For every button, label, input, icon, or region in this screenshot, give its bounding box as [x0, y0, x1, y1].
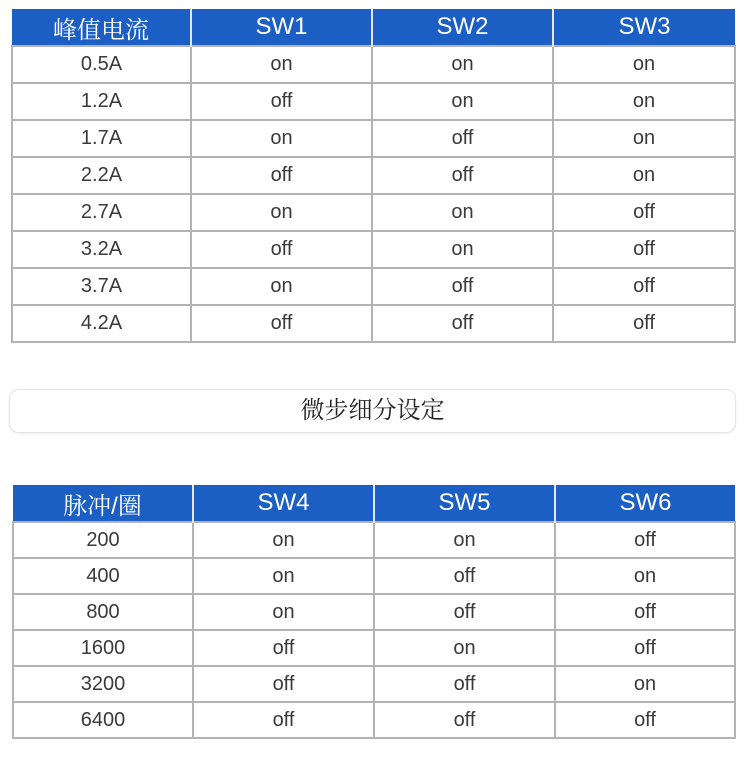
- switch-state-cell: off: [555, 522, 735, 558]
- switch-state-cell: on: [555, 666, 735, 702]
- switch-state-cell: off: [191, 231, 372, 268]
- column-header: 峰值电流: [12, 9, 191, 46]
- switch-state-cell: on: [193, 594, 374, 630]
- switch-state-cell: off: [191, 157, 372, 194]
- switch-state-cell: off: [553, 305, 735, 342]
- switch-state-cell: off: [193, 630, 374, 666]
- switch-state-cell: on: [553, 46, 735, 83]
- switch-state-cell: on: [191, 194, 372, 231]
- column-header: SW1: [191, 9, 372, 46]
- switch-state-cell: off: [555, 702, 735, 738]
- table-row: [13, 702, 735, 738]
- row-label-cell: 1600: [13, 630, 193, 666]
- table-row: [12, 268, 735, 305]
- table-row: [12, 83, 735, 120]
- column-header: SW5: [374, 485, 555, 522]
- switch-state-cell: off: [372, 120, 553, 157]
- switch-state-cell: off: [374, 702, 555, 738]
- switch-state-cell: on: [374, 522, 555, 558]
- switch-state-cell: off: [555, 630, 735, 666]
- row-label-cell: 3200: [13, 666, 193, 702]
- table-row: [13, 666, 735, 702]
- switch-state-cell: off: [372, 305, 553, 342]
- table-row: [13, 630, 735, 666]
- switch-state-cell: off: [193, 702, 374, 738]
- peak-current-table: [11, 9, 736, 343]
- switch-state-cell: off: [374, 666, 555, 702]
- switch-state-cell: on: [372, 46, 553, 83]
- switch-state-cell: on: [372, 83, 553, 120]
- row-label-cell: 3.2A: [12, 231, 191, 268]
- switch-state-cell: off: [555, 594, 735, 630]
- switch-state-cell: off: [553, 268, 735, 305]
- column-header: SW4: [193, 485, 374, 522]
- switch-state-cell: off: [191, 83, 372, 120]
- table-row: [12, 157, 735, 194]
- switch-state-cell: off: [193, 666, 374, 702]
- switch-state-cell: on: [553, 83, 735, 120]
- row-label-cell: 1.7A: [12, 120, 191, 157]
- switch-state-cell: on: [191, 46, 372, 83]
- switch-state-cell: off: [374, 594, 555, 630]
- switch-state-cell: on: [553, 157, 735, 194]
- switch-state-cell: on: [374, 630, 555, 666]
- table-row: [12, 120, 735, 157]
- switch-state-cell: on: [193, 558, 374, 594]
- section-title-microstep: 微步细分设定: [9, 389, 736, 433]
- switch-state-cell: off: [553, 194, 735, 231]
- header-row: [12, 9, 735, 46]
- row-label-cell: 400: [13, 558, 193, 594]
- row-label-cell: 2.2A: [12, 157, 191, 194]
- switch-state-cell: off: [191, 305, 372, 342]
- table-row: [13, 522, 735, 558]
- switch-state-cell: off: [372, 268, 553, 305]
- row-label-cell: 3.7A: [12, 268, 191, 305]
- microstep-table: [12, 485, 736, 739]
- switch-state-cell: on: [555, 558, 735, 594]
- switch-state-cell: on: [372, 231, 553, 268]
- table-row: [12, 46, 735, 83]
- row-label-cell: 0.5A: [12, 46, 191, 83]
- column-header: SW3: [553, 9, 735, 46]
- row-label-cell: 1.2A: [12, 83, 191, 120]
- column-header: SW6: [555, 485, 735, 522]
- table-row: [13, 594, 735, 630]
- table-row: [12, 305, 735, 342]
- row-label-cell: 4.2A: [12, 305, 191, 342]
- table-row: [13, 558, 735, 594]
- switch-state-cell: on: [191, 120, 372, 157]
- switch-state-cell: on: [553, 120, 735, 157]
- table-row: [12, 231, 735, 268]
- row-label-cell: 6400: [13, 702, 193, 738]
- column-header: SW2: [372, 9, 553, 46]
- switch-state-cell: off: [374, 558, 555, 594]
- table-row: [12, 194, 735, 231]
- switch-state-cell: on: [372, 194, 553, 231]
- switch-state-cell: on: [193, 522, 374, 558]
- switch-state-cell: off: [372, 157, 553, 194]
- row-label-cell: 2.7A: [12, 194, 191, 231]
- header-row: [13, 485, 735, 522]
- switch-state-cell: off: [553, 231, 735, 268]
- switch-state-cell: on: [191, 268, 372, 305]
- column-header: 脉冲/圈: [13, 485, 193, 522]
- row-label-cell: 200: [13, 522, 193, 558]
- row-label-cell: 800: [13, 594, 193, 630]
